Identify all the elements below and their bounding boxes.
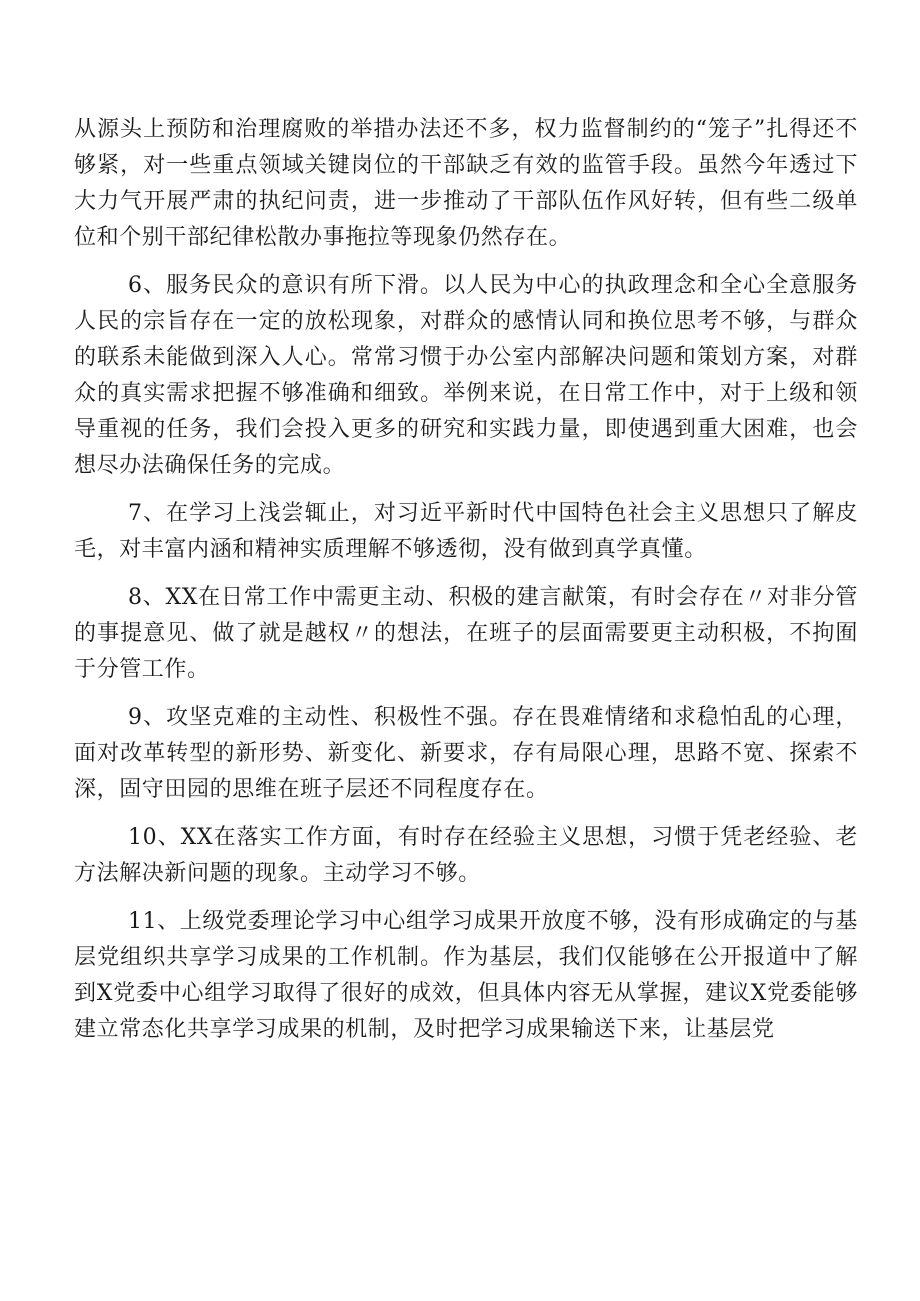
- paragraph-item-11: 11、上级党委理论学习中心组学习成果开放度不够，没有形成确定的与基层党组织共享学习成果的工作机制。作为基层，我们仅能够在公开报道中了解到X党委中心组学习取得了很好的成效，但具体内容无从掌握，建议X党委能够建立常态化共享学习成果的机制，及时把学习成果输送下来，让基层党: [74, 909, 858, 1042]
- paragraph-item-6: 6、服务民众的意识有所下滑。以人民为中心的执政理念和全心全意服务人民的宗旨存在一定的放松现象，对群众的感情认同和换位思考不够，与群众的联系未能做到深入人心。常常习惯于办公室内部解决问题和策划方案，对群众的真实需求把握不够准确和细致。举例来说，在日常工作中，对于上级和领导重视的任务，我们会投入更多的研究和实践力量，即使遇到重大困难，也会想尽办法确保任务的完成。: [74, 273, 858, 478]
- document-body: [74, 112, 858, 1060]
- paragraph-item-8: 8、XX在日常工作中需更主动、积极的建言献策，有时会存在〃对非分管的事提意见、做了就是越权〃的想法，在班子的层面需要更主动积极，不拘囿于分管工作。: [74, 585, 858, 682]
- paragraph-item-9: 9、攻坚克难的主动性、积极性不强。存在畏难情绪和求稳怕乱的心理，面对改革转型的新形势、新变化、新要求，存有局限心理，思路不宽、探索不深，固守田园的思维在班子层还不同程度存在。: [74, 705, 858, 802]
- paragraph-item-7: 7、在学习上浅尝辄止，对习近平新时代中国特色社会主义思想只了解皮毛，对丰富内涵和精神实质理解不够透彻，没有做到真学真懂。: [74, 501, 858, 562]
- paragraph-item-10: 10、XX在落实工作方面，有时存在经验主义思想，习惯于凭老经验、老方法解决新问题的现象。主动学习不够。: [74, 825, 858, 886]
- paragraph-continuation: 从源头上预防和治理腐败的举措办法还不多，权力监督制约的“笼子”扎得还不够紧，对一些重点领域关键岗位的干部缺乏有效的监管手段。虽然今年透过下大力气开展严肃的执纪问责，进一步推动了干部队伍作风好转，但有些二级单位和个别干部纪律松散办事拖拉等现象仍然存在。: [74, 117, 858, 250]
